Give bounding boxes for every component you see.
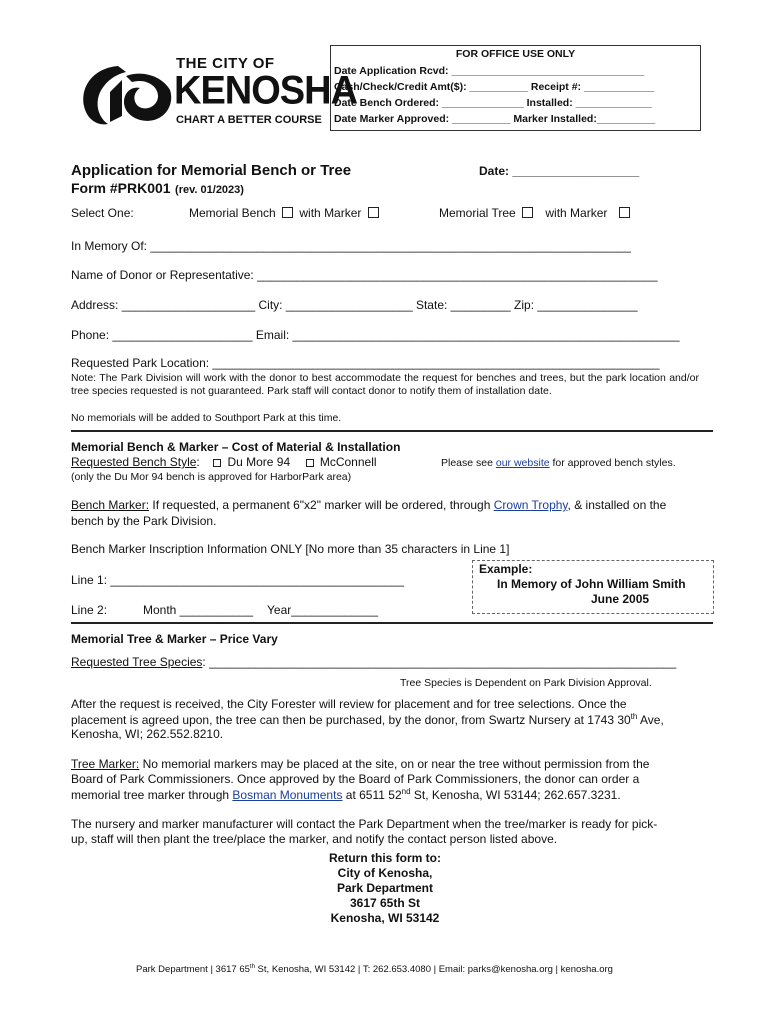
after-request-sup: th (630, 712, 638, 721)
office-line-1: Date Application Rcvd: _________________________________ (334, 65, 645, 77)
note-text: Note: The Park Division will work with the donor to best accommodate the request for benches and trees, but the park location and/or tree species requested is not guaranteed. Park staff will contact donor to notify them of installation date. (71, 372, 699, 397)
website-note-prefix: Please see (441, 457, 496, 469)
bench-options (189, 206, 382, 220)
inscription-example-box (472, 560, 714, 614)
bench-section-heading: Memorial Bench & Marker – Cost of Material & Installation (71, 440, 401, 454)
du-more-label: Du More 94 (227, 455, 291, 469)
memorial-tree-checkbox[interactable] (522, 207, 533, 218)
date-field[interactable]: Date: ___________________ (479, 164, 640, 178)
section-divider-2 (71, 622, 713, 624)
du-more-checkbox[interactable] (213, 459, 221, 467)
after-request-line2 (71, 712, 664, 727)
inscription-line-2-label: Line 2: (71, 603, 108, 617)
mcconnell-checkbox[interactable] (306, 459, 314, 467)
return-line-2: City of Kenosha, (337, 866, 433, 880)
return-line-1: Return this form to: (329, 851, 441, 865)
select-label: Select One: (71, 206, 134, 220)
example-line-2: June 2005 (591, 592, 650, 606)
crown-trophy-link[interactable]: Crown Trophy (493, 498, 568, 512)
office-line-4: Date Marker Approved: __________ Marker Installed:__________ (334, 113, 656, 125)
example-label: Example: (479, 562, 533, 576)
return-line-3: Park Department (336, 881, 434, 895)
bosman-link[interactable]: Bosman Monuments (232, 788, 343, 802)
tree-options (439, 206, 633, 220)
return-line-4: 3617 65th St (349, 896, 421, 910)
tree-species-line: : ______________________________________________________________________ (202, 655, 677, 669)
footer-text: Park Department | 3617 65 (136, 964, 250, 976)
tree-marker-text: No memorial markers may be placed at the site, on or near the tree without permission from the (139, 757, 650, 771)
example-line-1: In Memory of John William Smith (497, 577, 686, 591)
bench-marker-text-end: , & installed on the (567, 498, 667, 512)
bench-marker-checkbox[interactable] (368, 207, 379, 218)
tree-species-label: Requested Tree Species (71, 655, 203, 669)
office-line-2: Cash/Check/Credit Amt($): __________ Receipt #: ____________ (334, 81, 655, 93)
bosman-sup: nd (401, 787, 411, 796)
website-note-suffix: for approved bench styles. (549, 457, 676, 469)
return-address (285, 851, 485, 926)
bench-style-label: Requested Bench Style (71, 455, 197, 469)
footer (136, 964, 613, 975)
logo-kenosha: KENOSHA (174, 68, 358, 114)
form-number: Form #PRK001 (71, 180, 171, 196)
after-request-text-end: Ave, (637, 713, 664, 727)
memorial-tree-label: Memorial Tree (439, 206, 516, 220)
memorial-bench-label: Memorial Bench (189, 206, 276, 220)
nursery-line2: up, staff will then plant the tree/place the marker, and notify the contact person listed above. (71, 832, 558, 846)
office-use-box (330, 45, 701, 131)
inscription-month[interactable]: Month ___________ (143, 603, 254, 617)
tree-with-marker-label: with Marker (545, 206, 608, 220)
bench-style-row (71, 455, 377, 469)
phone-email-field[interactable]: Phone: _____________________ Email: __________________________________________________________ (71, 328, 680, 342)
southport-note: No memorials will be added to Southport Park at this time. (71, 412, 342, 424)
species-approval-note: Tree Species is Dependent on Park Division Approval. (400, 677, 652, 689)
logo-city-of: THE CITY OF (176, 55, 275, 72)
harborpark-note: (only the Du Mor 94 bench is approved for HarborPark area) (71, 471, 352, 483)
office-line-3: Date Bench Ordered: ______________ Installed: _____________ (334, 97, 652, 109)
bench-style-colon: : (196, 455, 200, 469)
bench-with-marker-label: with Marker (299, 206, 362, 220)
address-field[interactable]: Address: ____________________ City: ___________________ State: _________ Zip: _______________ (71, 298, 638, 312)
after-request-text: placement is agreed upon, the tree can then be purchased, by the donor, from Swartz Nursery at 1743 30 (71, 713, 631, 727)
memorial-bench-checkbox[interactable] (282, 207, 293, 218)
section-divider-1 (71, 430, 713, 432)
bosman-address-end: St, Kenosha, WI 53144; 262.657.3231. (410, 788, 621, 802)
footer-text-end: St, Kenosha, WI 53142 | T: 262.653.4080 | Email: parks@kenosha.org | kenosha.org (254, 964, 613, 976)
nursery-line1: The nursery and marker manufacturer will contact the Park Department when the tree/marker is ready for pick- (71, 817, 658, 831)
logo-mark-icon (78, 62, 174, 128)
tree-marker-line3 (71, 787, 621, 802)
website-link[interactable]: our website (495, 457, 550, 469)
tree-section-heading: Memorial Tree & Marker – Price Vary (71, 632, 278, 646)
tree-marker-checkbox[interactable] (619, 207, 630, 218)
bench-website-note (441, 457, 676, 469)
footer-sup: th (249, 964, 255, 970)
form-revision: (rev. 01/2023) (175, 184, 244, 196)
bosman-address: at 6511 52 (342, 788, 402, 802)
bench-marker-line2: bench by the Park Division. (71, 514, 217, 528)
after-request-line1: After the request is received, the City Forester will review for placement and for tree selections. Once the (71, 697, 627, 711)
bench-marker-label: Bench Marker: (71, 498, 150, 512)
in-memory-of-field[interactable]: In Memory Of: ________________________________________________________________________ (71, 239, 631, 253)
inscription-info: Bench Marker Inscription Information ONLY [No more than 35 characters in Line 1] (71, 542, 510, 556)
after-request-line3: Kenosha, WI; 262.552.8210. (71, 727, 224, 741)
city-logo (78, 55, 358, 130)
office-title: FOR OFFICE USE ONLY (455, 48, 576, 60)
park-location-field[interactable]: Requested Park Location: ___________________________________________________________________ (71, 356, 660, 370)
form-number-row (71, 180, 244, 198)
tree-marker-line1 (71, 757, 649, 771)
tree-species-field[interactable] (71, 655, 676, 669)
bench-marker-text: If requested, a permanent 6"x2" marker will be ordered, through (149, 498, 494, 512)
inscription-year[interactable]: Year_____________ (267, 603, 379, 617)
bench-marker-paragraph (71, 498, 666, 512)
inscription-line-1[interactable]: Line 1: ____________________________________________ (71, 573, 405, 587)
mcconnell-label: McConnell (319, 455, 377, 469)
tree-marker-line2: Board of Park Commissioners. Once approved by the Board of Park Commissioners, the donor can order a (71, 772, 640, 786)
tree-marker-text-3: memorial tree marker through (71, 788, 233, 802)
tree-marker-label: Tree Marker: (71, 757, 140, 771)
donor-name-field[interactable]: Name of Donor or Representative: ____________________________________________________________ (71, 268, 658, 282)
logo-tagline: CHART A BETTER COURSE (176, 114, 322, 126)
return-line-5: Kenosha, WI 53142 (330, 911, 440, 925)
form-title: Application for Memorial Bench or Tree (71, 162, 352, 179)
